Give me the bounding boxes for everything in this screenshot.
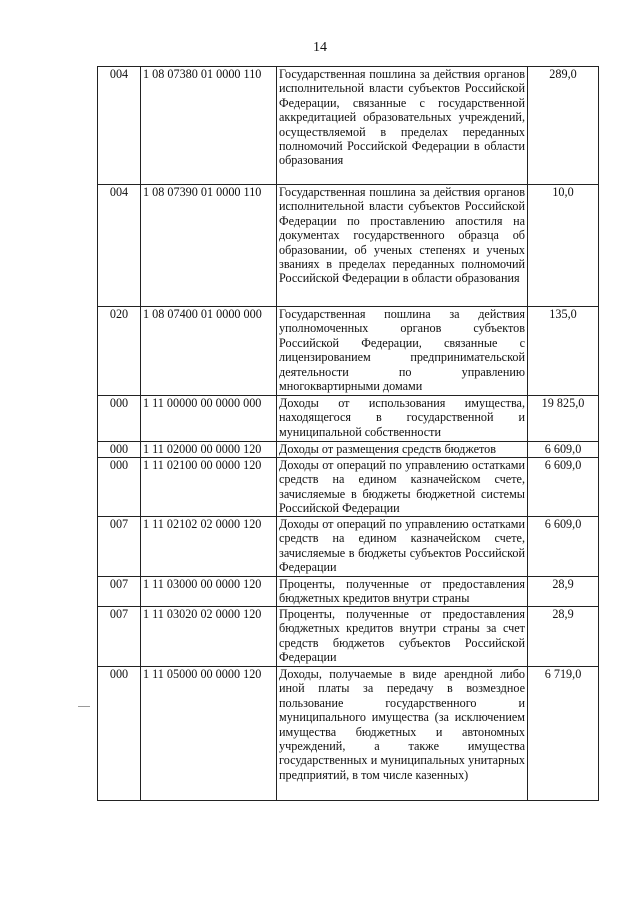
amount-cell: 6 609,0 — [528, 517, 599, 577]
admin-code-cell: 000 — [98, 458, 141, 517]
revenue-name-cell: Проценты, полученные от предоставления бюджетных кредитов внутри страны — [277, 577, 528, 607]
margin-mark — [78, 706, 90, 707]
amount-cell: 6 609,0 — [528, 458, 599, 517]
admin-code-cell: 000 — [98, 667, 141, 801]
budget-code-cell: 1 11 05000 00 0000 120 — [141, 667, 277, 801]
admin-code-cell: 000 — [98, 442, 141, 458]
table-row — [98, 607, 599, 667]
budget-code-cell: 1 11 02100 00 0000 120 — [141, 458, 277, 517]
table-row — [98, 458, 599, 517]
revenue-name-cell: Доходы от использования имущества, находящегося в государственной и муниципальной собственности — [277, 396, 528, 442]
budget-code-cell: 1 08 07390 01 0000 110 — [141, 185, 277, 307]
amount-cell: 6 609,0 — [528, 442, 599, 458]
admin-code-cell: 020 — [98, 307, 141, 396]
revenue-name-cell: Доходы от операций по управлению остатками средств на едином казначейском счете, зачисляемые в бюджеты бюджетной системы Российской Федерации — [277, 458, 528, 517]
table-row — [98, 67, 599, 185]
table-row — [98, 442, 599, 458]
page-number: 14 — [313, 40, 327, 55]
revenue-name-cell: Проценты, полученные от предоставления бюджетных кредитов внутри страны за счет средств бюджетов субъектов Российской Федерации — [277, 607, 528, 667]
table-row — [98, 667, 599, 801]
admin-code-cell: 000 — [98, 396, 141, 442]
admin-code-cell: 007 — [98, 607, 141, 667]
admin-code-cell: 007 — [98, 517, 141, 577]
table-row — [98, 577, 599, 607]
revenue-name-cell: Государственная пошлина за действия уполномоченных органов субъектов Российской Федерации, связанные с лицензированием предпринимательской деятельности по управлению многоквартирными домами — [277, 307, 528, 396]
budget-code-cell: 1 11 00000 00 0000 000 — [141, 396, 277, 442]
amount-cell: 289,0 — [528, 67, 599, 185]
amount-cell: 28,9 — [528, 577, 599, 607]
table-row — [98, 307, 599, 396]
table-row — [98, 396, 599, 442]
budget-code-cell: 1 11 02102 02 0000 120 — [141, 517, 277, 577]
amount-cell: 28,9 — [528, 607, 599, 667]
revenue-name-cell: Государственная пошлина за действия органов исполнительной власти субъектов Российской Федерации по проставлению апостиля на документах государственного образца об образовании, об ученых степенях и ученых званиях в пределах переданных полномочий Российской Федерации в области образования — [277, 185, 528, 307]
budget-code-cell: 1 11 03000 00 0000 120 — [141, 577, 277, 607]
revenue-name-cell: Доходы, получаемые в виде арендной либо иной платы за передачу в возмездное пользование государственного и муниципального имущества (за исключением имущества бюджетных и автономных учреждений, а также имущества государственных и муниципальных унитарных предприятий, в том числе казенных) — [277, 667, 528, 801]
amount-cell: 6 719,0 — [528, 667, 599, 801]
admin-code-cell: 007 — [98, 577, 141, 607]
table-row — [98, 517, 599, 577]
admin-code-cell: 004 — [98, 67, 141, 185]
revenue-name-cell: Доходы от размещения средств бюджетов — [277, 442, 528, 458]
revenue-table — [97, 66, 599, 801]
amount-cell: 19 825,0 — [528, 396, 599, 442]
revenue-name-cell: Государственная пошлина за действия органов исполнительной власти субъектов Российской Федерации, связанные с государственной аккредитацией образовательных учреждений, осуществляемой в пределах переданных полномочий Российской Федерации в области образования — [277, 67, 528, 185]
amount-cell: 10,0 — [528, 185, 599, 307]
budget-code-cell: 1 08 07400 01 0000 000 — [141, 307, 277, 396]
amount-cell: 135,0 — [528, 307, 599, 396]
budget-code-cell: 1 11 03020 02 0000 120 — [141, 607, 277, 667]
revenue-name-cell: Доходы от операций по управлению остатками средств на едином казначейском счете, зачисляемые в бюджеты субъектов Российской Федерации — [277, 517, 528, 577]
admin-code-cell: 004 — [98, 185, 141, 307]
budget-code-cell: 1 11 02000 00 0000 120 — [141, 442, 277, 458]
budget-code-cell: 1 08 07380 01 0000 110 — [141, 67, 277, 185]
table-row — [98, 185, 599, 307]
